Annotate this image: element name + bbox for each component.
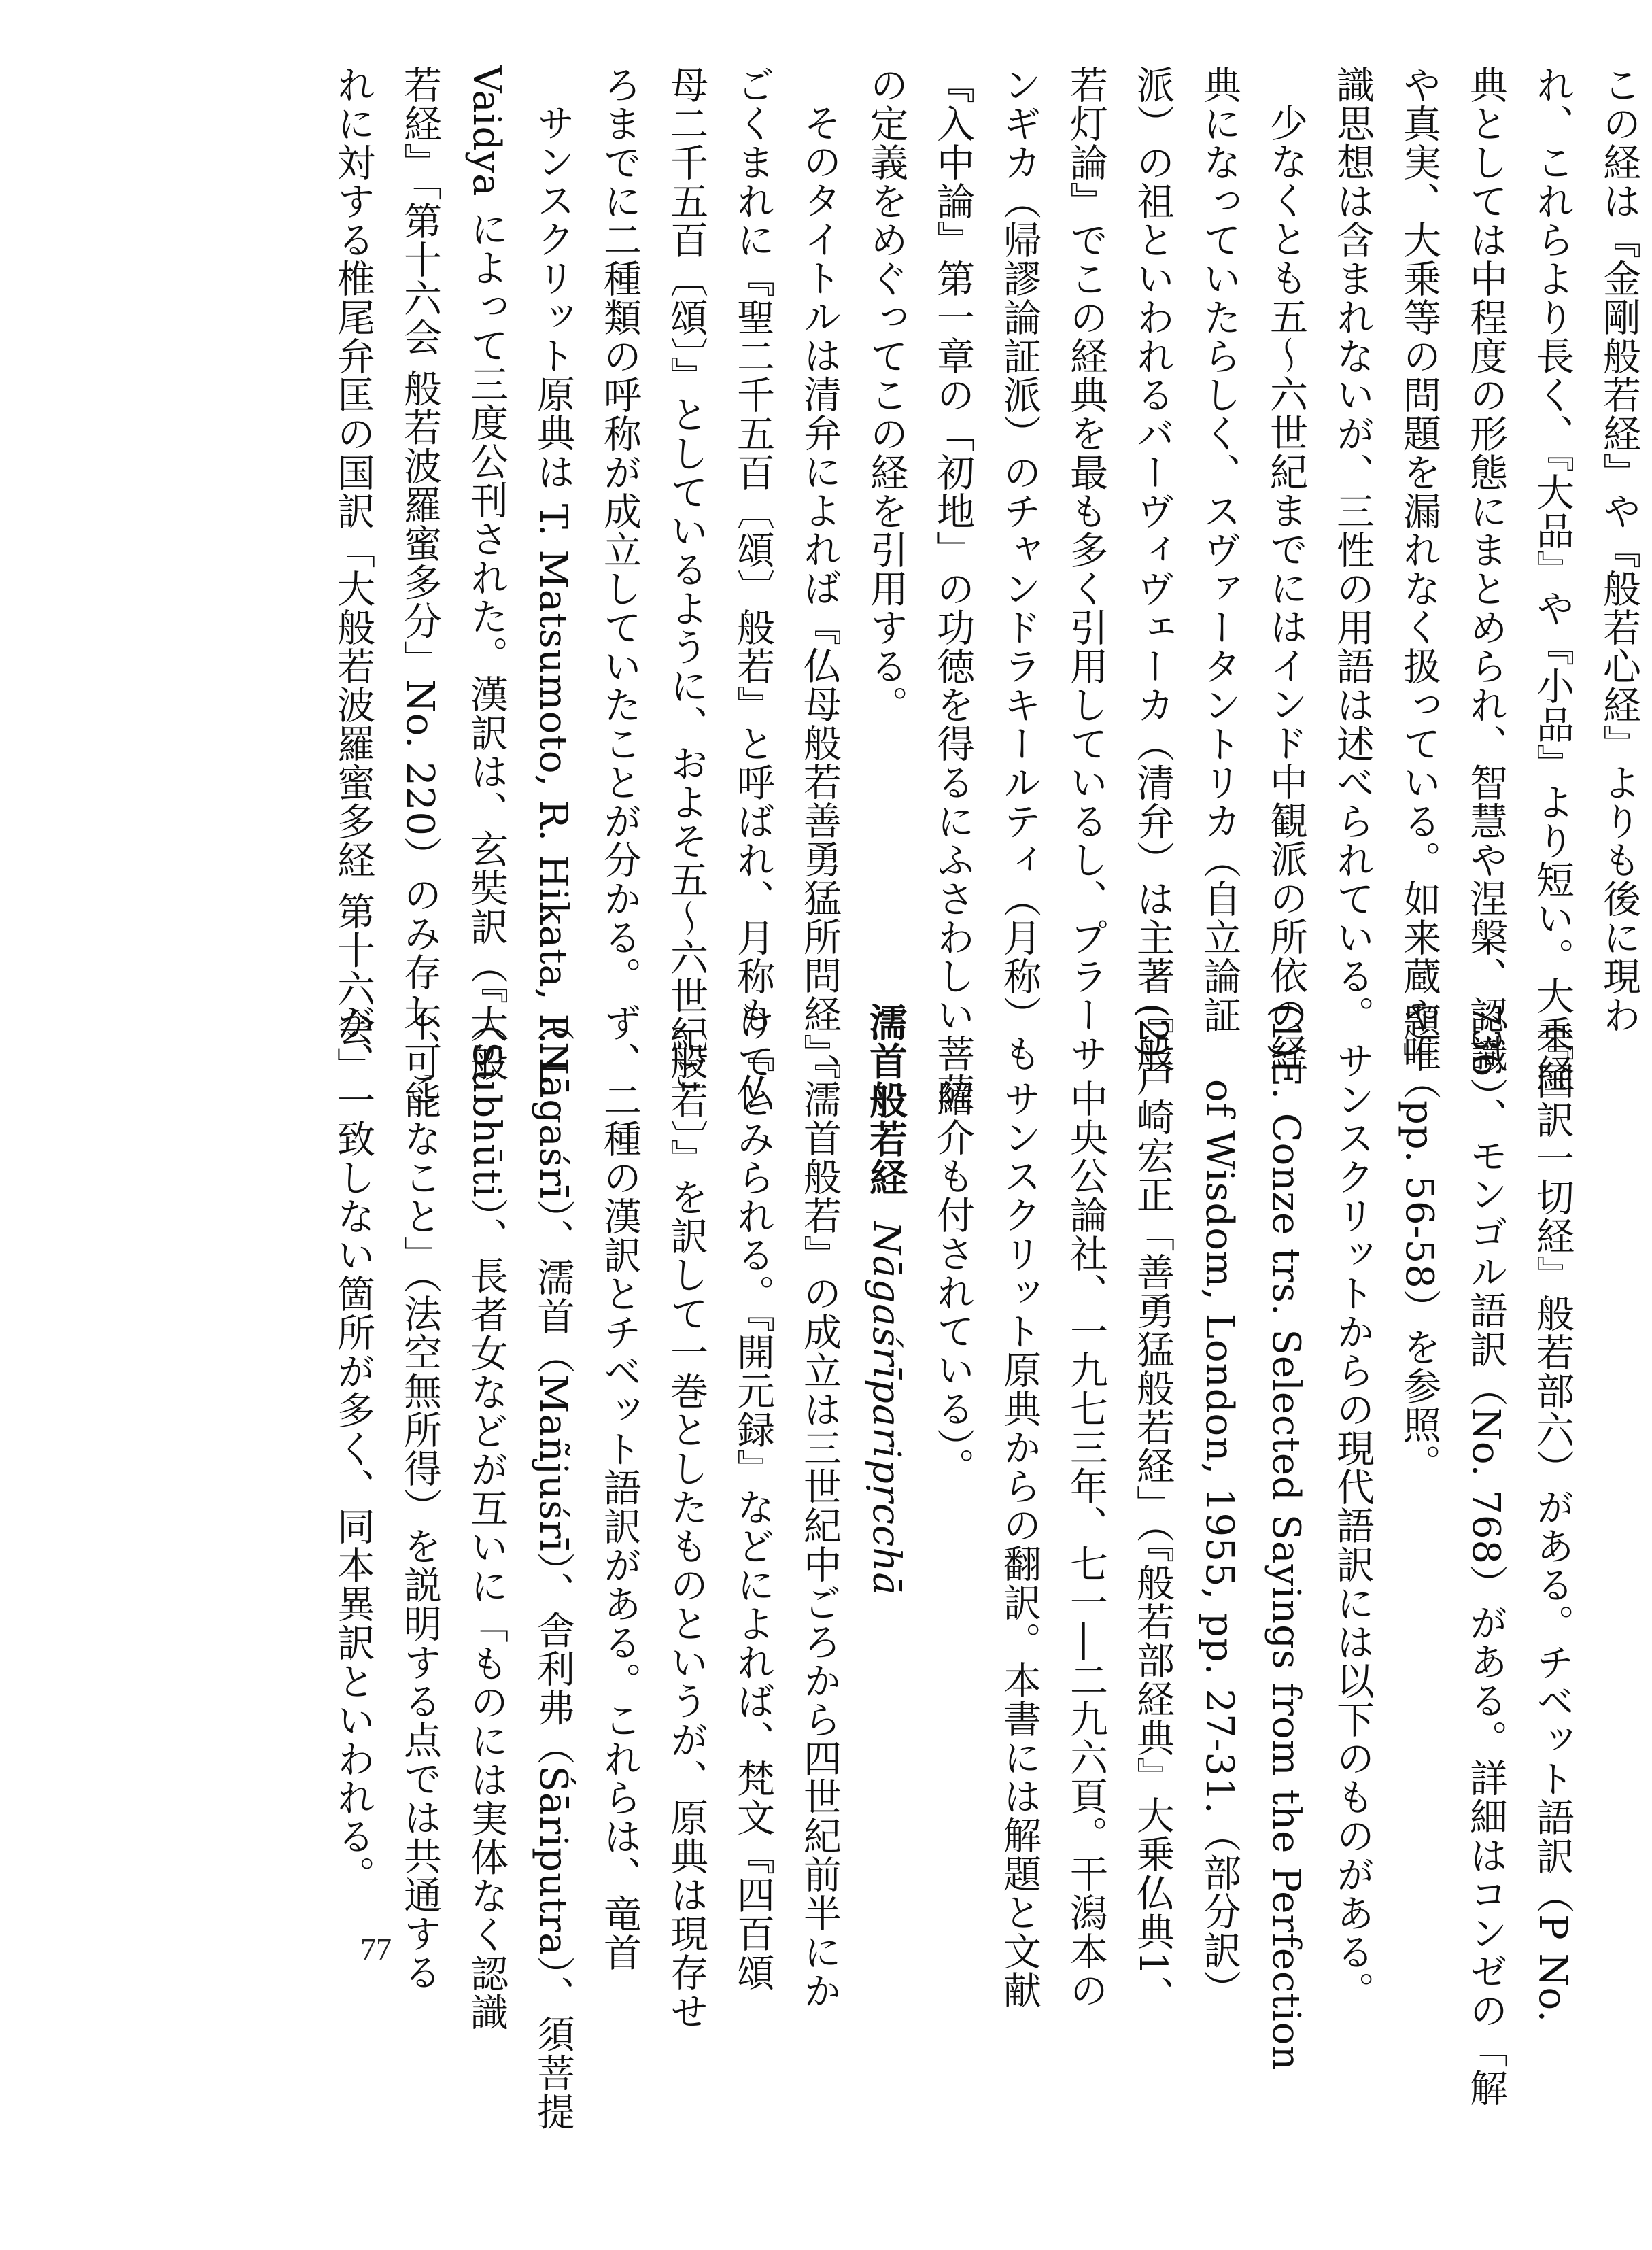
heading-japanese: 濡首般若経 xyxy=(863,1003,908,1197)
text-line: 派）の祖といわれるバーヴィヴェーカ（清弁）は主著『般 xyxy=(1131,65,1175,1073)
text-line: 識思想は含まれないが、三性の用語は述べられている。 xyxy=(1330,65,1375,1034)
text-line: （Nāgaśrī）、濡首（Mañjuśrī）、舎利弗（Śāriputra）、須菩提 xyxy=(531,1003,575,2131)
text-line: Vaidya によって三度公刊された。漢訳は、玄奘訳（『大般 xyxy=(464,65,509,1083)
text-line: （『国訳一切経』般若部六）がある。チベット語訳（P No. xyxy=(1530,1003,1574,2024)
text-line: 紹介も付されている）。 xyxy=(931,1079,975,1486)
text-line: 『濡首般若』の成立は三世紀中ごろから四世紀前半にか xyxy=(797,1041,842,2010)
text-line: 少なくとも五〜六世紀までにはインド中観派の所依の経 xyxy=(1264,103,1308,1072)
text-line: ろまでに二種類の呼称が成立していたことが分かる。 xyxy=(598,65,642,995)
paragraph xyxy=(586,65,853,1112)
text-line: の定義をめぐってこの経を引用する。 xyxy=(864,65,908,724)
text-line: of Wisdom, London, 1955, pp. 27-31.（部分訳） xyxy=(1197,1079,1241,2009)
text-line: れに対する椎尾弁匡の国訳「大般若波羅蜜多経 第十六会」 xyxy=(331,65,375,1086)
text-line: （Subhūti）、長者女などが互いに「ものには実体なく認識 xyxy=(464,1003,509,2032)
text-line: そのタイトルは清弁によれば『仏母般若善勇猛所問経』、 xyxy=(797,103,842,1092)
heading-sanskrit: Nāgaśrīparipṛcchā xyxy=(864,1221,908,1596)
paragraph xyxy=(1319,1003,1386,2010)
text-line: 若灯論』でこの経典を最も多く引用しているし、プラーサ xyxy=(1064,65,1108,1073)
text-line: 若経』「第十六会 般若波羅蜜多分」No. 220）のみ存し、こ xyxy=(398,65,442,1108)
text-line: 736）、モンゴル語訳（No. 768）がある。詳細はコンゼの「解 xyxy=(1464,1003,1508,2108)
text-line: この経は『金剛般若経』や『般若心経』よりも後に現わ xyxy=(1597,65,1641,1034)
text-line: サンスクリットからの現代語訳には以下のものがある。 xyxy=(1330,1041,1375,2010)
text-line: ごくまれに『聖二千五百〔頌〕般若』と呼ばれ、月称も『仏 xyxy=(731,65,775,1112)
text-line: 典になっていたらしく、スヴァータントリカ（自立論証 xyxy=(1197,65,1241,1034)
text-line: 母二千五百〔頌〕』としているように、およそ五〜六世紀ご xyxy=(664,65,708,1093)
text-line: サンスクリット原典は T. Matsumoto, R. Hikata, P. L. xyxy=(531,103,575,1097)
text-line: が、一致しない箇所が多く、同本異訳といわれる。 xyxy=(331,1003,375,1894)
text-line: 典としては中程度の形態にまとめられ、智慧や涅槃、認識 xyxy=(1464,65,1508,1073)
text-line: (2)戸崎宏正「善勇猛般若経」（『般若部経典』大乗仏典1、 xyxy=(1131,1003,1175,2015)
paragraph xyxy=(320,65,586,1108)
reference-item xyxy=(919,1003,1186,2015)
text-line: 不可能なこと」（法空無所得）を説明する点では共通する xyxy=(398,1003,442,1992)
text-line: 〔般若〕』を訳して一巻としたものというが、原典は現存せ xyxy=(664,1003,708,2030)
text-line: 題」（pp. 56-58）を参照。 xyxy=(1397,1003,1441,1483)
text-line: 中央公論社、一九七三年、七一―二九六頁。干潟本の xyxy=(1064,1079,1108,2009)
text-line: けてとみられる。『開元録』などによれば、梵文『四百頌 xyxy=(731,1003,775,1992)
text-line: (1)E. Conze trs. Selected Sayings from the Perfection xyxy=(1264,1003,1308,2071)
reference-item xyxy=(1186,1003,1319,2071)
text-line: や真実、大乗等の問題を漏れなく扱っている。如来蔵や唯 xyxy=(1397,65,1441,1073)
text-line: 『入中論』第一章の「初地」の功徳を得るにふさわしい菩薩 xyxy=(931,65,975,1112)
text-line: れ、これらより長く、『大品』や『小品』より短い。大乗経 xyxy=(1530,65,1574,1093)
paragraph xyxy=(1386,1003,1585,2108)
page-number: 77 xyxy=(360,1932,392,1966)
text-line: ンギカ（帰謬論証派）のチャンドラキールティ（月称）も xyxy=(997,65,1042,1073)
text-line: サンスクリット原典からの翻訳。本書には解題と文献 xyxy=(997,1079,1042,2009)
section-heading xyxy=(853,1003,919,1928)
text-line: ず、二種の漢訳とチベット語訳がある。これらは、竜首 xyxy=(598,1003,642,1972)
paragraph xyxy=(1319,65,1652,1093)
